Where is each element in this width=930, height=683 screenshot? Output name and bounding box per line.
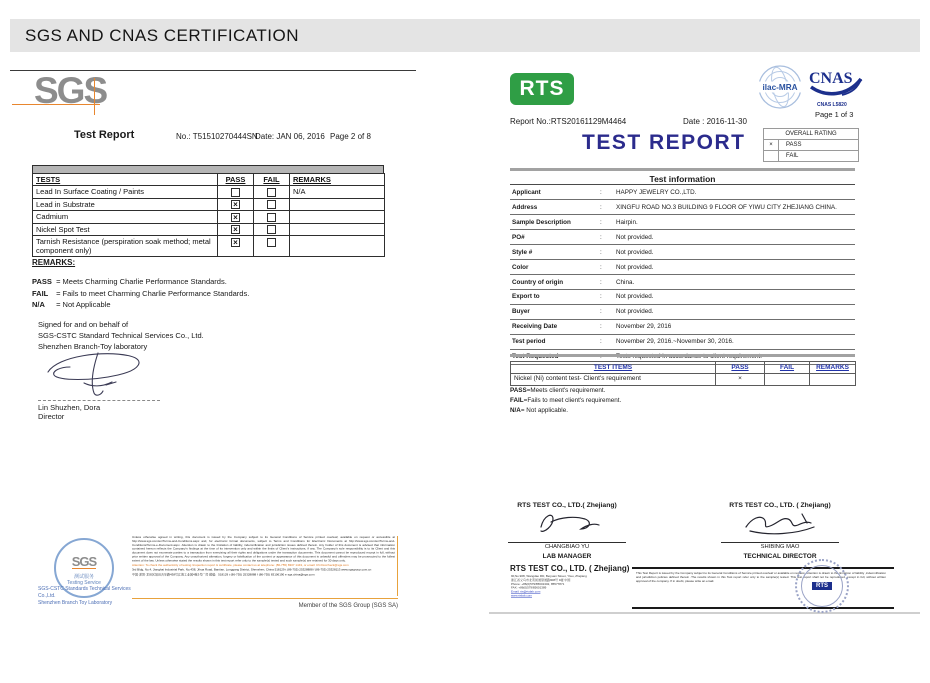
info-rows bbox=[510, 185, 855, 365]
report-title: Test Report bbox=[74, 129, 135, 141]
pass-checkbox-cell bbox=[218, 223, 254, 236]
address-line: 浙江省义乌市北苑街道望道路908号 9楼 中国 bbox=[511, 578, 571, 582]
col-header-remarks: REMARKS bbox=[290, 174, 385, 186]
cnas-code: CNAS L5820 bbox=[817, 102, 847, 108]
info-value: HAPPY JEWELRY CO.,LTD. bbox=[616, 188, 697, 196]
test-name-cell: Nickel Spot Test bbox=[33, 223, 218, 236]
signed-line: Signed for and on behalf of bbox=[38, 320, 129, 329]
info-colon: : bbox=[600, 203, 602, 211]
rts-certificate-document bbox=[487, 62, 922, 616]
info-label: Test period bbox=[512, 338, 546, 346]
col-header-fail: FAIL bbox=[254, 174, 290, 186]
fail-checkbox-cell bbox=[254, 236, 290, 257]
info-bottom-band bbox=[510, 354, 855, 357]
info-colon: : bbox=[600, 263, 602, 271]
sgs-address-1: 3rd Bldg, No.4, Jianghai Industrial Park, No.438, Jihua Road, Bantian, Longgang District, Shenzhen, China 518129 t (86-755) 25328888 f (86-755) 25328113 www.sgsgroup.com.cn bbox=[132, 568, 372, 572]
address-line: Phone: +86(0)579/85601302, 85577871 bbox=[511, 582, 565, 586]
fail-checkbox-cell bbox=[254, 198, 290, 211]
fail-checkbox-cell bbox=[254, 211, 290, 224]
rts-disclaimer: This Test Report is issued by the Company subject to its General Conditions of Service printed overleaf or available on request. Attention is drawn to the limitation of liability ,indemnification and jurisdiction policies defined therein .The results shown in this Test report refer only to the sample(s) tested. This test report shall not be reproduced ,except in full, without written approval of the company. If in doubt, please write an email. bbox=[636, 572, 886, 583]
col-header-test-items: TEST ITEMS bbox=[511, 362, 716, 374]
rts-disclaimer-box bbox=[632, 567, 894, 609]
table-row bbox=[33, 186, 385, 199]
item-name-cell: Nickel (Ni) content test- Client's requirement bbox=[511, 373, 716, 385]
signature-icon bbox=[40, 348, 160, 400]
legend-line: FAIL = Fails to meet Charming Charlie Performance Standards. bbox=[32, 288, 250, 298]
info-value: November 29, 2016 bbox=[616, 323, 672, 331]
fail-checkbox-cell bbox=[254, 223, 290, 236]
info-row bbox=[510, 305, 855, 320]
address-link: Email: rts@rtslab.com bbox=[511, 590, 541, 594]
tests-table bbox=[32, 165, 384, 257]
pass-checkbox-icon: × bbox=[231, 238, 240, 247]
stamp-en-text: Testing Service bbox=[67, 580, 101, 586]
table-row bbox=[33, 198, 385, 211]
item-pass-cell: × bbox=[716, 373, 765, 385]
info-label: PO# bbox=[512, 233, 525, 241]
cnas-logo-icon bbox=[807, 66, 863, 102]
sgs-address-2: 中国·深圳·龙岗区坂田吉华路438号江海工业园4栋3号厂房 邮编：518129 t (86-755) 25328888 f (86-755) 83106190 e sgs.china@sgs.com bbox=[132, 573, 315, 577]
info-label: Receiving Date bbox=[512, 323, 558, 331]
pass-checkbox-cell bbox=[218, 236, 254, 257]
table-row bbox=[33, 211, 385, 224]
note-line: FAIL=Fails to meet client's requirement. bbox=[510, 397, 622, 405]
fail-checkbox-icon bbox=[267, 213, 276, 222]
remarks-cell bbox=[290, 211, 385, 224]
legend-term: PASS bbox=[32, 277, 52, 286]
pass-checkbox-cell bbox=[218, 186, 254, 199]
note-term: PASS bbox=[510, 387, 527, 394]
info-value: Hairpin. bbox=[616, 218, 638, 226]
signer-name: SHIBING MAO bbox=[760, 544, 800, 550]
rts-report-date: Date : 2016-11-30 bbox=[683, 117, 747, 126]
remarks-cell: N/A bbox=[290, 186, 385, 199]
cnas-label: CNAS bbox=[809, 70, 853, 87]
signer-title: TECHNICAL DIRECTOR bbox=[743, 553, 817, 560]
address-link: www.rtslab.com bbox=[511, 594, 533, 598]
info-value: November 29, 2016.~November 30, 2016. bbox=[616, 338, 734, 346]
fail-checkbox-icon bbox=[267, 238, 276, 247]
table-row bbox=[33, 236, 385, 257]
info-colon: : bbox=[600, 188, 602, 196]
rating-fail-mark bbox=[764, 151, 779, 161]
rating-row-pass bbox=[764, 140, 858, 151]
col-header-tests: TESTS bbox=[33, 174, 218, 186]
address-line: 9F,No.908, Wangdao RD, Beiyuan Street, Yiwu, Zhejiang bbox=[511, 575, 587, 578]
rts-footer-address bbox=[511, 575, 633, 611]
items-header-row bbox=[511, 362, 856, 374]
signature-line bbox=[508, 542, 626, 543]
rts-notes bbox=[510, 386, 621, 416]
info-value: China. bbox=[616, 278, 635, 286]
info-label: Sample Description bbox=[512, 218, 571, 226]
fine-print-block bbox=[132, 536, 395, 594]
legend-term: N/A bbox=[32, 300, 45, 310]
report-number: No.: T51510270444SN bbox=[176, 132, 258, 141]
stamp-sgs-text: SGS bbox=[71, 554, 97, 569]
rts-address-lines bbox=[511, 575, 633, 598]
item-fail-cell bbox=[765, 373, 810, 385]
rts-stamp-icon bbox=[795, 559, 849, 613]
pass-checkbox-icon: × bbox=[231, 200, 240, 209]
info-row bbox=[510, 245, 855, 260]
test-name-cell: Lead In Surface Coating / Paints bbox=[33, 186, 218, 199]
info-value: Not provided. bbox=[616, 233, 654, 241]
info-row bbox=[510, 200, 855, 215]
sgs-logo-vline bbox=[94, 78, 95, 115]
sgs-logo-underline bbox=[12, 104, 100, 105]
sgs-certificate-document bbox=[10, 62, 430, 622]
signature-icon bbox=[531, 509, 603, 537]
stamp-company-lines bbox=[38, 586, 138, 606]
overall-rating-box bbox=[763, 128, 859, 162]
rts-report-number: Report No.:RTS20161129M4464 bbox=[510, 117, 627, 126]
info-colon: : bbox=[600, 308, 602, 316]
item-remarks-cell bbox=[810, 373, 856, 385]
info-row bbox=[510, 260, 855, 275]
page-title: SGS AND CNAS CERTIFICATION bbox=[25, 25, 300, 45]
section-banner bbox=[10, 19, 920, 52]
ilac-mra-label: ilac-MRA bbox=[762, 83, 798, 93]
signed-line: Shenzhen Branch-Toy laboratory bbox=[38, 341, 148, 351]
table-header-row bbox=[33, 174, 385, 186]
info-value: Not provided. bbox=[616, 248, 654, 256]
sgs-disclaimer: Unless otherwise agreed in writing, this document is issued by the Company subject to its General Conditions of Service printed overleaf, available on request or accessible at http://www.sgs.com/en/Terms-and-Conditions.aspx and, for electronic format documents, subject to Terms and Conditions for Electronic Documents at http://www.sgs.com/en/Terms-and-Conditions/Terms-e-Document.aspx. Attention is drawn to the limitation of liability, indemnification and jurisdiction issues defined therein. Any holder of this document is advised that information contained hereon reflects the Company's findings at the time of its intervention only and within the limits of Client's instructions, if any. The Company's sole responsibility is to its Client and this document does not exonerate parties to a transaction from exercising all their rights and obligations under the transaction documents. This document cannot be reproduced except in full, without prior written approval of the Company. Any unauthorized alteration, forgery or falsification of the content or appearance of this document is unlawful and offenders may be prosecuted to the fullest extent of the law. Unless otherwise stated the results shown in this test report refer only to the sample(s) tested and such sample(s) are retained for 30 days only. bbox=[132, 536, 395, 563]
info-value: Not provided. bbox=[616, 263, 654, 271]
table-row bbox=[511, 373, 856, 385]
remarks-cell bbox=[290, 198, 385, 211]
note-term: FAIL bbox=[510, 397, 524, 405]
table-row bbox=[33, 223, 385, 236]
info-colon: : bbox=[600, 218, 602, 226]
stamp-cn-text: 测试服务 bbox=[73, 574, 94, 580]
sgs-logo: SGS bbox=[34, 70, 107, 111]
info-label: Country of origin bbox=[512, 278, 564, 286]
info-row bbox=[510, 230, 855, 245]
footer-hline bbox=[132, 598, 398, 599]
address-line: FAX: +86(0)579/85601389 bbox=[511, 586, 547, 590]
signature-icon bbox=[740, 509, 820, 537]
col-header-fail: FAIL bbox=[765, 362, 810, 374]
rts-footer-company: RTS TEST CO., LTD. ( Zhejiang) bbox=[510, 564, 630, 573]
info-label: Applicant bbox=[512, 188, 541, 196]
test-name-cell: Lead in Substrate bbox=[33, 198, 218, 211]
stamp-branch: Shenzhen Branch Toy Laboratory bbox=[38, 599, 113, 606]
rts-stamp-inner-ring bbox=[801, 565, 843, 607]
test-items-table bbox=[510, 361, 856, 386]
fail-checkbox-icon bbox=[267, 200, 276, 209]
rts-bottom-line bbox=[489, 612, 920, 614]
rating-pass-mark: × bbox=[764, 140, 779, 150]
signer-name: Lin Shuzhen, Dora bbox=[38, 403, 101, 412]
info-colon: : bbox=[600, 278, 602, 286]
info-row bbox=[510, 215, 855, 230]
note-term: N/A bbox=[510, 407, 521, 415]
fail-checkbox-icon bbox=[267, 188, 276, 197]
info-colon: : bbox=[600, 293, 602, 301]
rating-row-fail bbox=[764, 151, 858, 161]
sgs-legend bbox=[32, 276, 249, 311]
signer-title: Director bbox=[38, 412, 65, 421]
info-row bbox=[510, 185, 855, 200]
rating-pass-label: PASS bbox=[786, 142, 802, 148]
report-date: Date: JAN 06, 2016 bbox=[255, 132, 325, 141]
rts-stamp-label: RTS bbox=[812, 582, 832, 590]
signature-company: RTS TEST CO., LTD.( Zhejiang) bbox=[517, 502, 617, 509]
info-label: Export to bbox=[512, 293, 540, 301]
info-label: Buyer bbox=[512, 308, 530, 316]
footer-vline bbox=[397, 536, 398, 596]
signer-name: CHANGBIAO YU bbox=[544, 544, 590, 550]
info-row bbox=[510, 335, 855, 350]
test-name-cell: Cadmium bbox=[33, 211, 218, 224]
signature-block-lab-manager bbox=[487, 502, 647, 560]
legend-line: N/A = Not Applicable bbox=[32, 300, 111, 310]
pass-checkbox-cell bbox=[218, 198, 254, 211]
sgs-attention-line: Attention: To check the authenticity of testing /inspection report & certificate, please contact us at telephone: (86-755) 8307 1443, or email: CN.Doccheck@sgs.com bbox=[132, 563, 349, 567]
info-label: Address bbox=[512, 203, 538, 211]
legend-line: PASS = Meets Charming Charlie Performance Standards. bbox=[32, 277, 227, 286]
signed-line: SGS-CSTC Standard Technical Services Co., Ltd. bbox=[38, 330, 204, 340]
table-top-band bbox=[32, 165, 384, 173]
info-label: Color bbox=[512, 263, 529, 271]
stamp-company: SGS-CSTC Standards Technical Services Co.,Ltd. bbox=[38, 586, 131, 599]
test-information-table bbox=[510, 168, 855, 365]
col-header-pass: PASS bbox=[218, 174, 254, 186]
col-header-remarks: REMARKS bbox=[810, 362, 856, 374]
signature-line bbox=[721, 542, 839, 543]
signature-block-technical-director bbox=[700, 502, 860, 560]
info-value: Not provided. bbox=[616, 293, 654, 301]
col-header-pass: PASS bbox=[716, 362, 765, 374]
info-value: Not provided. bbox=[616, 308, 654, 316]
info-row bbox=[510, 290, 855, 305]
pass-checkbox-icon bbox=[231, 188, 240, 197]
note-line: N/A= Not applicable. bbox=[510, 407, 568, 415]
test-information-heading: Test information bbox=[510, 171, 855, 185]
signature-company: RTS TEST CO., LTD. ( Zhejiang) bbox=[729, 502, 831, 509]
legend-term: FAIL bbox=[32, 288, 49, 298]
info-label: Style # bbox=[512, 248, 533, 256]
rts-report-title: TEST REPORT bbox=[582, 131, 746, 154]
sgs-tests-rows bbox=[33, 186, 385, 257]
note-line: PASS=Meets client's requirement. bbox=[510, 387, 606, 394]
pass-checkbox-icon: × bbox=[231, 225, 240, 234]
remarks-cell bbox=[290, 223, 385, 236]
info-value: XINGFU ROAD NO.3 BUILDING 9 FLOOR OF YIWU CITY ZHEJIANG CHINA. bbox=[616, 203, 837, 211]
rts-page: Page 1 of 3 bbox=[815, 110, 854, 119]
overall-rating-heading: OVERALL RATING bbox=[764, 129, 858, 140]
pass-checkbox-cell bbox=[218, 211, 254, 224]
signer-title: LAB MANAGER bbox=[542, 553, 592, 560]
ilac-mra-logo-icon bbox=[757, 64, 803, 110]
remarks-cell bbox=[290, 236, 385, 257]
report-page: Page 2 of 8 bbox=[330, 132, 371, 141]
info-row bbox=[510, 275, 855, 290]
pass-checkbox-icon: × bbox=[231, 213, 240, 222]
info-colon: : bbox=[600, 248, 602, 256]
info-colon: : bbox=[600, 233, 602, 241]
info-row bbox=[510, 320, 855, 335]
sgs-member-line: Member of the SGS Group (SGS SA) bbox=[298, 603, 398, 609]
info-colon: : bbox=[600, 338, 602, 346]
info-colon: : bbox=[600, 323, 602, 331]
rating-fail-label: FAIL bbox=[786, 153, 799, 159]
test-name-cell: Tarnish Resistance (perspiration soak method; metal component only) bbox=[33, 236, 218, 257]
signature-line bbox=[38, 400, 160, 401]
fail-checkbox-cell bbox=[254, 186, 290, 199]
remarks-heading: REMARKS: bbox=[32, 258, 76, 267]
fail-checkbox-icon bbox=[267, 225, 276, 234]
rts-logo: RTS bbox=[510, 73, 574, 105]
